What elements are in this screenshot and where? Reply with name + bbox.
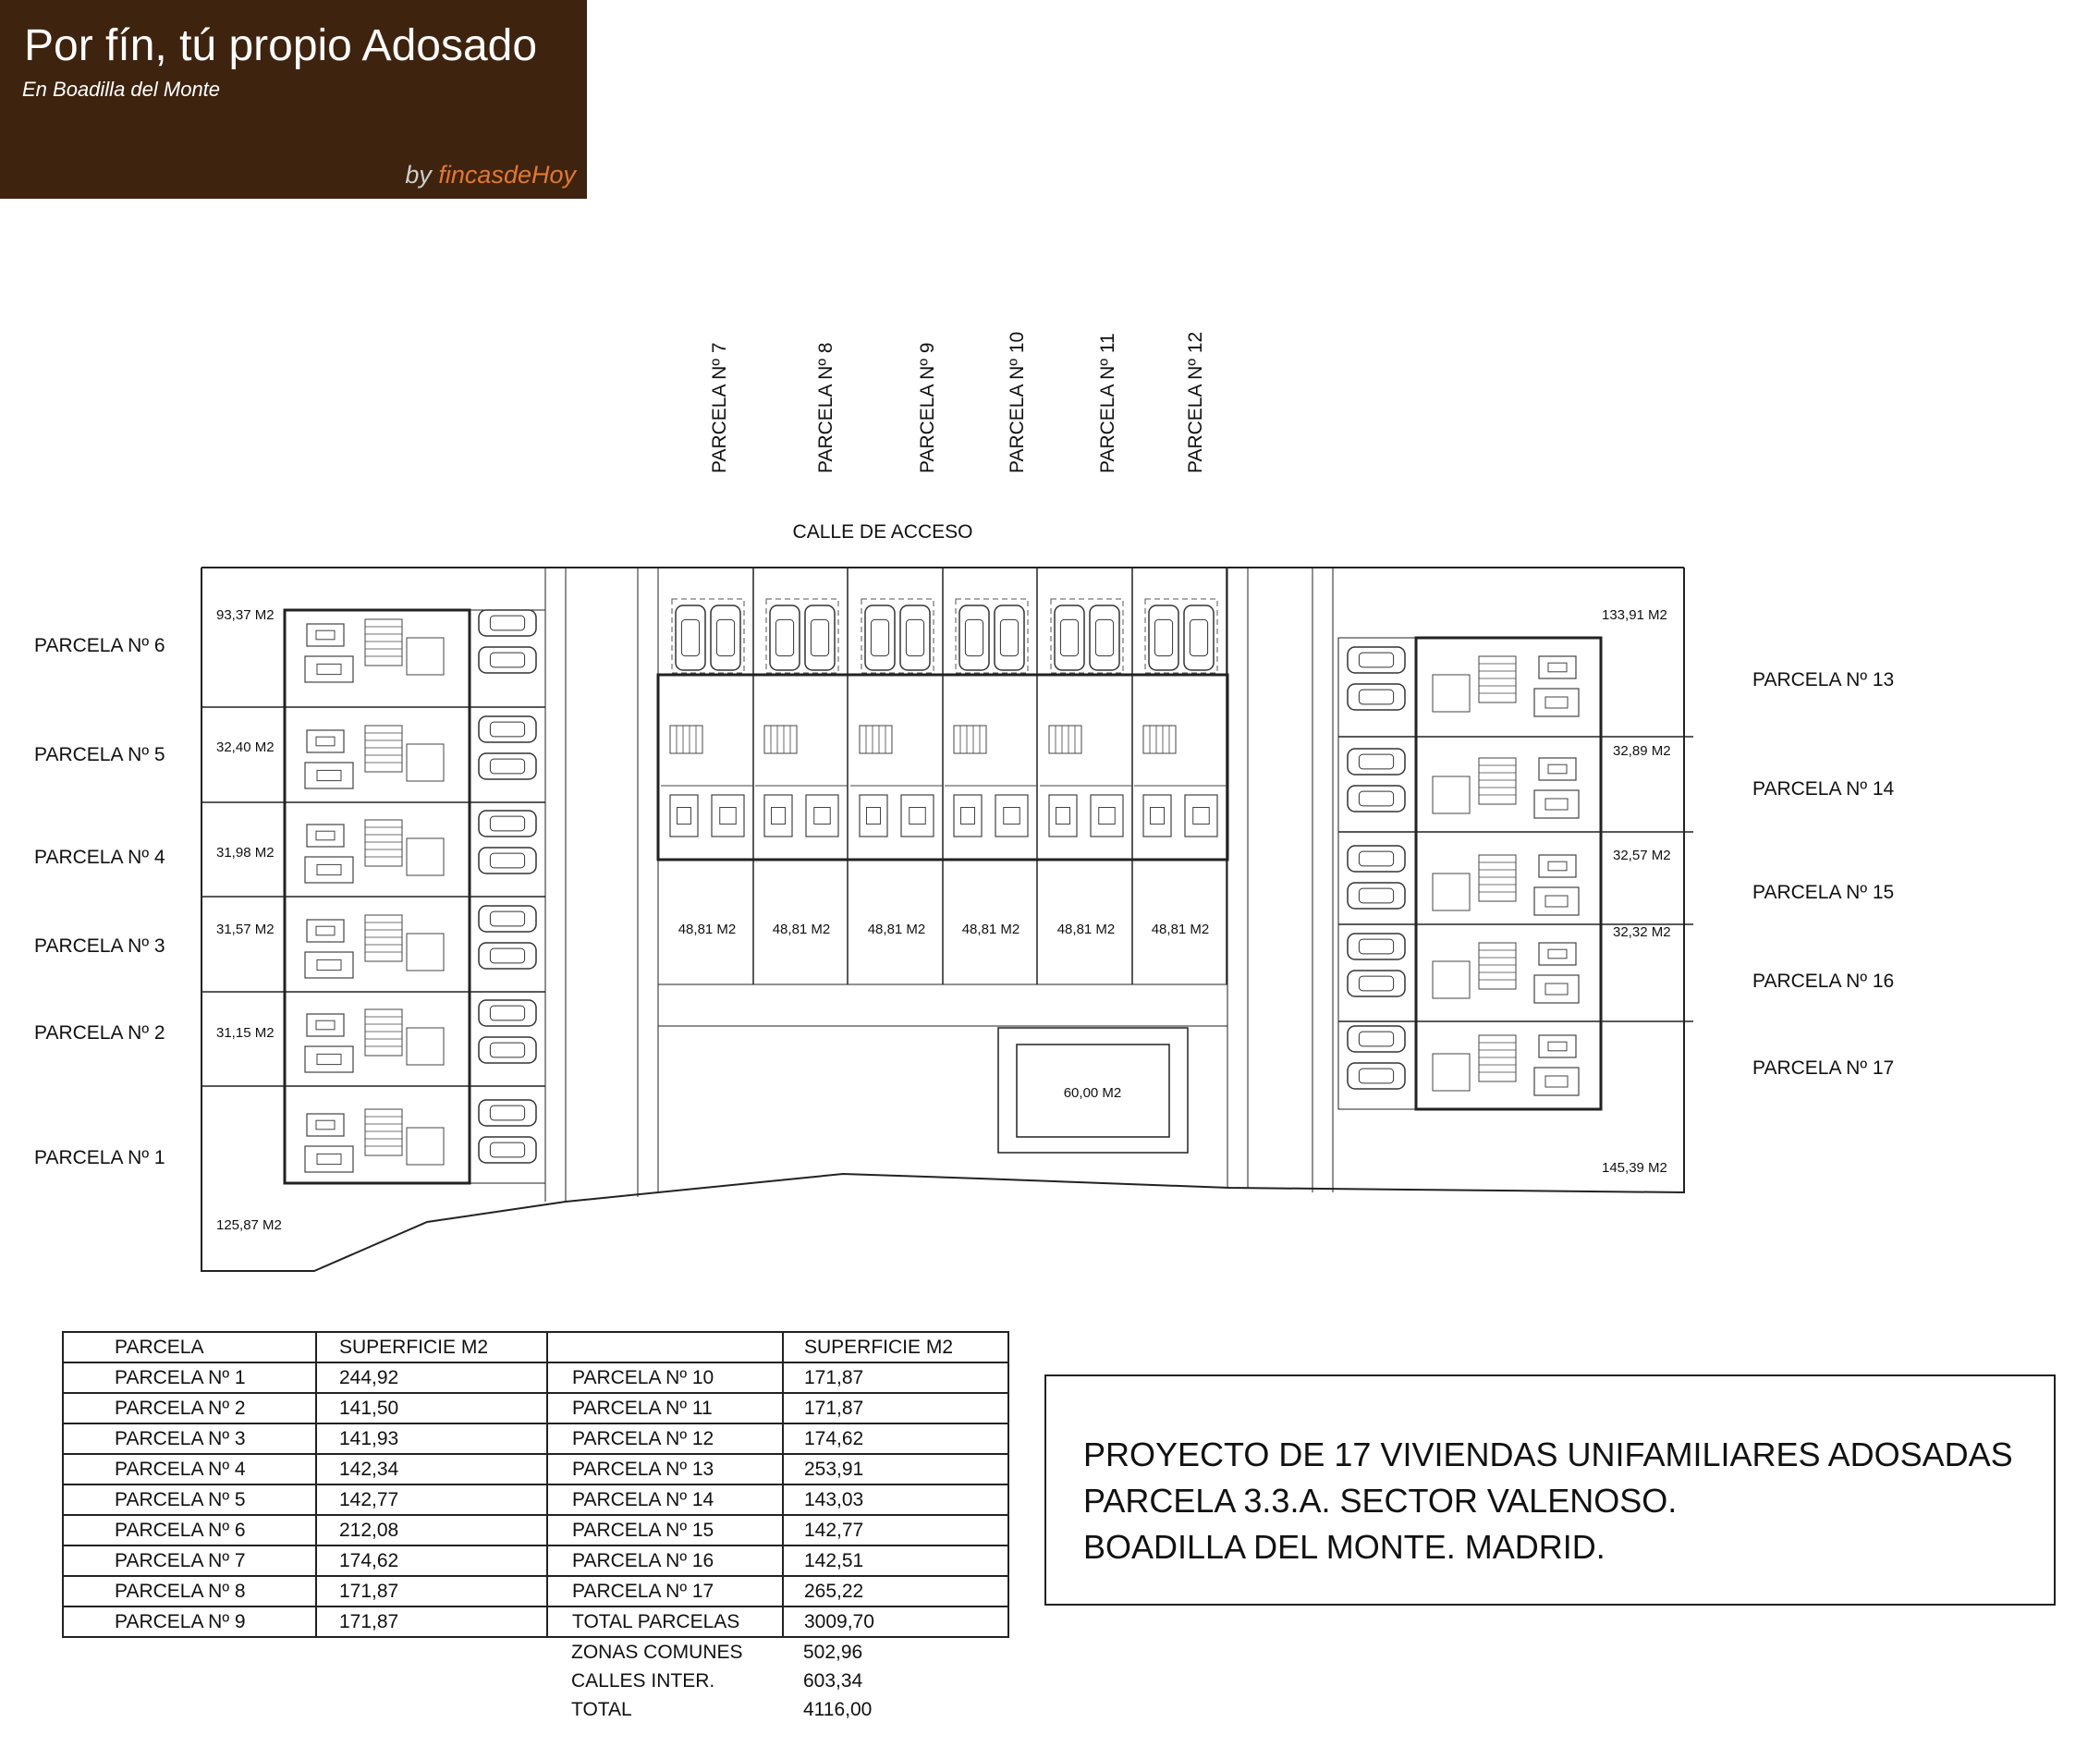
table-total-row [63, 1637, 1008, 1667]
table-cell: PARCELA Nº 14 [547, 1484, 783, 1515]
project-line-3: BOADILLA DEL MONTE. MADRID. [1083, 1528, 1606, 1566]
right-car [1348, 786, 1405, 812]
left-stair [365, 1109, 402, 1155]
top-furniture-detail [1056, 808, 1070, 825]
table-cell [316, 1695, 547, 1724]
right-car [1348, 846, 1405, 872]
top-furniture [712, 795, 744, 837]
left-parcel-area: 93,37 M2 [216, 607, 275, 623]
left-car [479, 848, 536, 874]
top-parcel-area: 48,81 M2 [1056, 922, 1116, 937]
table-cell [63, 1695, 316, 1724]
table-row [63, 1515, 1008, 1545]
right-furniture-detail [1545, 983, 1568, 995]
left-car [479, 716, 536, 742]
top-car [805, 605, 835, 670]
top-parcel-area: 48,81 M2 [961, 922, 1020, 937]
top-furniture-detail [961, 808, 975, 825]
street-label: CALLE DE ACCESO [792, 521, 973, 543]
left-furniture [305, 857, 353, 883]
right-car [1348, 971, 1405, 996]
left-furniture-detail [317, 1154, 341, 1164]
right-stair [1479, 943, 1516, 989]
table-cell: PARCELA Nº 7 [63, 1545, 316, 1576]
left-furniture-detail [316, 1020, 335, 1030]
table-cell: 171,87 [783, 1393, 1008, 1423]
right-car-roof [1359, 690, 1393, 704]
left-car [479, 943, 536, 969]
left-stair [365, 915, 402, 961]
table-cell: PARCELA Nº 15 [547, 1515, 783, 1545]
top-car-roof [965, 619, 983, 655]
left-furniture-detail [317, 959, 341, 970]
banner-by: by [405, 161, 432, 189]
left-room [407, 744, 444, 781]
top-car [1090, 605, 1119, 670]
right-parcel-label: PARCELA Nº 15 [1752, 882, 1895, 903]
top-car [995, 605, 1024, 670]
left-furniture [307, 825, 344, 847]
table-cell [63, 1637, 316, 1667]
left-parcel-area: 31,98 M2 [216, 845, 275, 861]
right-parcel-area: 32,89 M2 [1613, 743, 1671, 759]
table-header-cell: PARCELA [63, 1332, 316, 1362]
right-furniture-detail [1548, 764, 1567, 774]
top-garage [1145, 599, 1217, 673]
right-furniture-detail [1548, 1042, 1567, 1051]
banner-credit [405, 161, 576, 189]
top-stair [1049, 726, 1081, 753]
table-cell: PARCELA Nº 12 [547, 1423, 783, 1454]
table-cell: ZONAS COMUNES [571, 1641, 743, 1663]
right-car-roof [1359, 653, 1393, 667]
top-furniture [1049, 795, 1077, 837]
right-parcel-area: 32,57 M2 [1613, 848, 1671, 863]
top-car-roof [681, 619, 699, 655]
top-garage [766, 599, 838, 673]
left-furniture [305, 656, 353, 682]
left-car-roof [490, 722, 524, 737]
table-cell: 253,91 [783, 1454, 1008, 1484]
top-furniture [901, 795, 934, 837]
left-parcel-label: PARCELA Nº 5 [34, 744, 165, 765]
right-stair [1479, 656, 1516, 702]
left-car [479, 906, 536, 932]
right-parcel-area: 145,39 M2 [1602, 1160, 1667, 1176]
top-furniture [764, 795, 792, 837]
top-car-roof [871, 619, 888, 655]
banner-brand: fincasdeHoy [438, 161, 576, 189]
table-cell: PARCELA Nº 13 [547, 1454, 783, 1484]
left-car [479, 1037, 536, 1063]
right-furniture-detail [1548, 663, 1567, 672]
left-furniture-detail [317, 864, 341, 874]
left-car-roof [490, 1106, 524, 1120]
left-stair [365, 1009, 402, 1056]
top-car-roof [1154, 619, 1172, 655]
top-stair [860, 726, 892, 753]
top-car [959, 605, 989, 670]
table-row [63, 1454, 1008, 1484]
left-stair [365, 726, 402, 772]
top-car [711, 605, 740, 670]
table-cell: 174,62 [783, 1423, 1008, 1454]
project-title-box [1044, 1374, 2056, 1606]
left-car [479, 647, 536, 673]
banner-title: Por fín, tú propio Adosado [24, 21, 538, 70]
table-cell: 212,08 [316, 1515, 547, 1545]
top-furniture-detail [772, 808, 786, 825]
top-furniture-detail [1151, 808, 1165, 825]
right-car [1348, 684, 1405, 710]
right-car [1348, 647, 1405, 673]
table-cell: PARCELA Nº 16 [547, 1545, 783, 1576]
left-stair [365, 619, 402, 666]
right-furniture-detail [1548, 949, 1567, 959]
table-cell: 142,34 [316, 1454, 547, 1484]
right-car-roof [1359, 791, 1393, 806]
table-cell: PARCELA Nº 8 [63, 1576, 316, 1607]
table-cell: PARCELA Nº 11 [547, 1393, 783, 1423]
left-car-roof [490, 853, 524, 868]
right-stair [1479, 758, 1516, 804]
left-furniture [307, 1014, 344, 1036]
project-line-2: PARCELA 3.3.A. SECTOR VALENOSO. [1083, 1482, 1678, 1520]
top-car-roof [1190, 619, 1207, 655]
top-parcel-label: PARCELA Nº 12 [1185, 331, 1206, 473]
top-car [1149, 605, 1178, 670]
left-furniture [305, 763, 353, 788]
right-car-roof [1359, 888, 1393, 903]
top-furniture [860, 795, 887, 837]
left-car-roof [490, 616, 524, 630]
left-stair [365, 820, 402, 866]
top-parcel-area: 48,81 M2 [772, 922, 831, 937]
top-stair [1143, 726, 1176, 753]
right-room [1433, 874, 1470, 910]
right-room [1433, 675, 1470, 712]
table-row [63, 1607, 1008, 1637]
table-cell: 502,96 [803, 1641, 863, 1663]
table-row [63, 1362, 1008, 1393]
common-area-label: 60,00 M2 [1063, 1085, 1122, 1101]
table-cell: PARCELA Nº 3 [63, 1423, 316, 1454]
right-room [1433, 776, 1470, 813]
top-furniture [1143, 795, 1171, 837]
table-row [63, 1545, 1008, 1576]
top-furniture-detail [1004, 808, 1020, 825]
top-garage [956, 599, 1028, 673]
table-cell: 265,22 [783, 1576, 1008, 1607]
table-cell: 4116,00 [803, 1698, 873, 1720]
top-furniture [806, 795, 838, 837]
table-cell: PARCELA Nº 4 [63, 1454, 316, 1484]
table-cell: PARCELA Nº 6 [63, 1515, 316, 1545]
top-car-roof [906, 619, 923, 655]
left-car [479, 1000, 536, 1026]
table-header-cell: SUPERFICIE M2 [783, 1332, 1008, 1362]
left-room [407, 1128, 444, 1165]
table-cell: CALLES INTER. [571, 1669, 715, 1692]
left-car-roof [490, 816, 524, 831]
top-garage [1051, 599, 1123, 673]
left-parcel-label: PARCELA Nº 3 [34, 935, 165, 957]
left-room [407, 838, 444, 875]
right-car-roof [1359, 1069, 1393, 1083]
top-parcel-label: PARCELA Nº 10 [1007, 331, 1028, 473]
left-car [479, 811, 536, 837]
table-cell: PARCELA Nº 2 [63, 1393, 316, 1423]
table-cell: PARCELA Nº 5 [63, 1484, 316, 1515]
right-furniture [1534, 1068, 1579, 1095]
right-room [1433, 961, 1470, 998]
right-parcel-label: PARCELA Nº 14 [1752, 778, 1895, 800]
table-cell: PARCELA Nº 1 [63, 1362, 316, 1393]
right-car-roof [1359, 1032, 1393, 1046]
table-cell: 142,77 [783, 1515, 1008, 1545]
right-furniture [1534, 975, 1579, 1003]
top-parcel-area: 48,81 M2 [678, 922, 737, 937]
table-cell [316, 1667, 547, 1695]
table-cell [63, 1667, 316, 1695]
left-room [407, 934, 444, 971]
left-furniture-detail [316, 926, 335, 935]
top-furniture [1091, 795, 1123, 837]
left-furniture [305, 1146, 353, 1172]
right-furniture-detail [1545, 1076, 1568, 1087]
table-cell: 603,34 [803, 1669, 863, 1692]
top-garage [861, 599, 934, 673]
table-cell: 3009,70 [783, 1607, 1008, 1637]
table-cell [316, 1637, 547, 1667]
left-furniture-detail [317, 1054, 341, 1064]
top-furniture-detail [867, 808, 881, 825]
left-furniture-detail [316, 1120, 335, 1130]
top-furniture-detail [910, 808, 926, 825]
right-car-roof [1359, 939, 1393, 954]
right-furniture-detail [1545, 697, 1568, 708]
left-furniture-detail [316, 831, 335, 840]
right-car [1348, 883, 1405, 909]
table-row [63, 1423, 1008, 1454]
top-furniture-detail [720, 808, 737, 825]
table-cell: PARCELA Nº 10 [547, 1362, 783, 1393]
left-room [407, 1028, 444, 1065]
surface-table [62, 1331, 1009, 1724]
top-garage [672, 599, 744, 673]
left-car [479, 753, 536, 779]
right-stair [1479, 855, 1516, 901]
table-cell: PARCELA Nº 17 [547, 1576, 783, 1607]
top-furniture-detail [1099, 808, 1116, 825]
right-furniture [1534, 689, 1579, 716]
left-car-roof [490, 653, 524, 667]
table-row [63, 1484, 1008, 1515]
top-car [900, 605, 930, 670]
right-car [1348, 1063, 1405, 1089]
top-car-roof [716, 619, 734, 655]
header-banner [0, 0, 587, 199]
top-car-roof [1000, 619, 1018, 655]
right-car-roof [1359, 976, 1393, 991]
left-car-roof [490, 1006, 524, 1020]
left-car-roof [490, 1142, 524, 1157]
table-header-cell [547, 1332, 783, 1362]
right-furniture-detail [1545, 799, 1568, 810]
right-parcel-label: PARCELA Nº 16 [1752, 971, 1895, 992]
left-parcel-area: 32,40 M2 [216, 739, 275, 755]
table-cell: 171,87 [316, 1607, 547, 1637]
top-car-roof [1095, 619, 1113, 655]
top-parcel-label: PARCELA Nº 11 [1097, 333, 1118, 473]
left-furniture-detail [317, 770, 341, 780]
right-furniture [1534, 887, 1579, 915]
top-furniture [995, 795, 1028, 837]
right-furniture [1534, 790, 1579, 818]
top-car [770, 605, 800, 670]
top-car-roof [811, 619, 828, 655]
table-cell: 141,50 [316, 1393, 547, 1423]
left-car [479, 1137, 536, 1163]
left-car-roof [490, 911, 524, 926]
right-furniture [1539, 656, 1576, 678]
table-cell: 141,93 [316, 1423, 547, 1454]
table-cell: 171,87 [316, 1576, 547, 1607]
right-furniture-detail [1545, 896, 1568, 907]
top-furniture-detail [678, 808, 691, 825]
right-car [1348, 1026, 1405, 1052]
left-parcel-area: 31,15 M2 [216, 1025, 275, 1041]
table-cell: 143,03 [783, 1484, 1008, 1515]
right-furniture-detail [1548, 861, 1567, 871]
table-cell: 142,51 [783, 1545, 1008, 1576]
top-car [1055, 605, 1084, 670]
top-furniture [670, 795, 698, 837]
table-row [63, 1393, 1008, 1423]
left-parcel-label: PARCELA Nº 6 [34, 635, 165, 656]
table-cell: PARCELA Nº 9 [63, 1607, 316, 1637]
left-parcel-label: PARCELA Nº 2 [34, 1022, 165, 1044]
right-furniture [1539, 855, 1576, 877]
right-car-roof [1359, 851, 1393, 866]
table-total-row [63, 1667, 1008, 1695]
right-parcel-label: PARCELA Nº 13 [1752, 669, 1895, 690]
table-cell: 171,87 [783, 1362, 1008, 1393]
right-car [1348, 749, 1405, 775]
table-row [63, 1576, 1008, 1607]
top-parcel-label: PARCELA Nº 7 [709, 342, 730, 473]
top-stair [954, 726, 986, 753]
top-furniture [1185, 795, 1217, 837]
left-parcel-label: PARCELA Nº 4 [34, 847, 165, 868]
top-parcel-label: PARCELA Nº 8 [815, 342, 836, 473]
left-parcel-area: 31,57 M2 [216, 922, 275, 937]
top-car-roof [1060, 619, 1078, 655]
left-furniture [307, 920, 344, 942]
top-parcel-area: 48,81 M2 [1151, 922, 1210, 937]
top-furniture-detail [1193, 808, 1210, 825]
left-furniture-detail [316, 737, 335, 746]
top-parcel-area: 48,81 M2 [867, 922, 926, 937]
top-car [865, 605, 895, 670]
left-car [479, 1100, 536, 1126]
table-cell: TOTAL PARCELAS [547, 1607, 783, 1637]
top-stair [764, 726, 797, 753]
left-furniture [305, 1046, 353, 1072]
left-furniture [307, 730, 344, 752]
left-room [407, 638, 444, 675]
right-car-roof [1359, 754, 1393, 769]
right-room [1433, 1054, 1470, 1091]
right-furniture [1539, 943, 1576, 965]
right-parcel-area: 133,91 M2 [1602, 607, 1667, 623]
right-car [1348, 934, 1405, 959]
top-furniture-detail [814, 808, 831, 825]
right-stair [1479, 1035, 1516, 1081]
top-car-roof [775, 619, 793, 655]
top-furniture [954, 795, 982, 837]
left-car [479, 610, 536, 636]
top-stair [670, 726, 702, 753]
left-car-roof [490, 1043, 524, 1057]
left-car-roof [490, 948, 524, 963]
left-furniture [305, 952, 353, 978]
table-cell: 244,92 [316, 1362, 547, 1393]
left-furniture-detail [317, 664, 341, 674]
top-car [676, 605, 705, 670]
left-furniture [307, 1114, 344, 1136]
table-cell: 174,62 [316, 1545, 547, 1576]
right-furniture [1539, 1035, 1576, 1057]
left-car-roof [490, 759, 524, 774]
right-furniture [1539, 758, 1576, 780]
right-parcel-label: PARCELA Nº 17 [1752, 1057, 1895, 1079]
top-car [1184, 605, 1214, 670]
banner-subtitle: En Boadilla del Monte [22, 78, 221, 101]
table-header-cell: SUPERFICIE M2 [316, 1332, 547, 1362]
table-header-row [63, 1332, 1008, 1362]
left-furniture [307, 624, 344, 646]
table-cell: TOTAL [571, 1698, 632, 1720]
right-parcel-area: 32,32 M2 [1613, 924, 1671, 940]
left-parcel-label: PARCELA Nº 1 [34, 1147, 165, 1168]
project-line-1: PROYECTO DE 17 VIVIENDAS UNIFAMILIARES ADOSADAS [1083, 1435, 2013, 1473]
left-furniture-detail [316, 630, 335, 640]
left-parcel-area: 125,87 M2 [216, 1217, 282, 1233]
top-parcel-label: PARCELA Nº 9 [917, 342, 938, 473]
table-total-row [63, 1695, 1008, 1724]
table-cell: 142,77 [316, 1484, 547, 1515]
